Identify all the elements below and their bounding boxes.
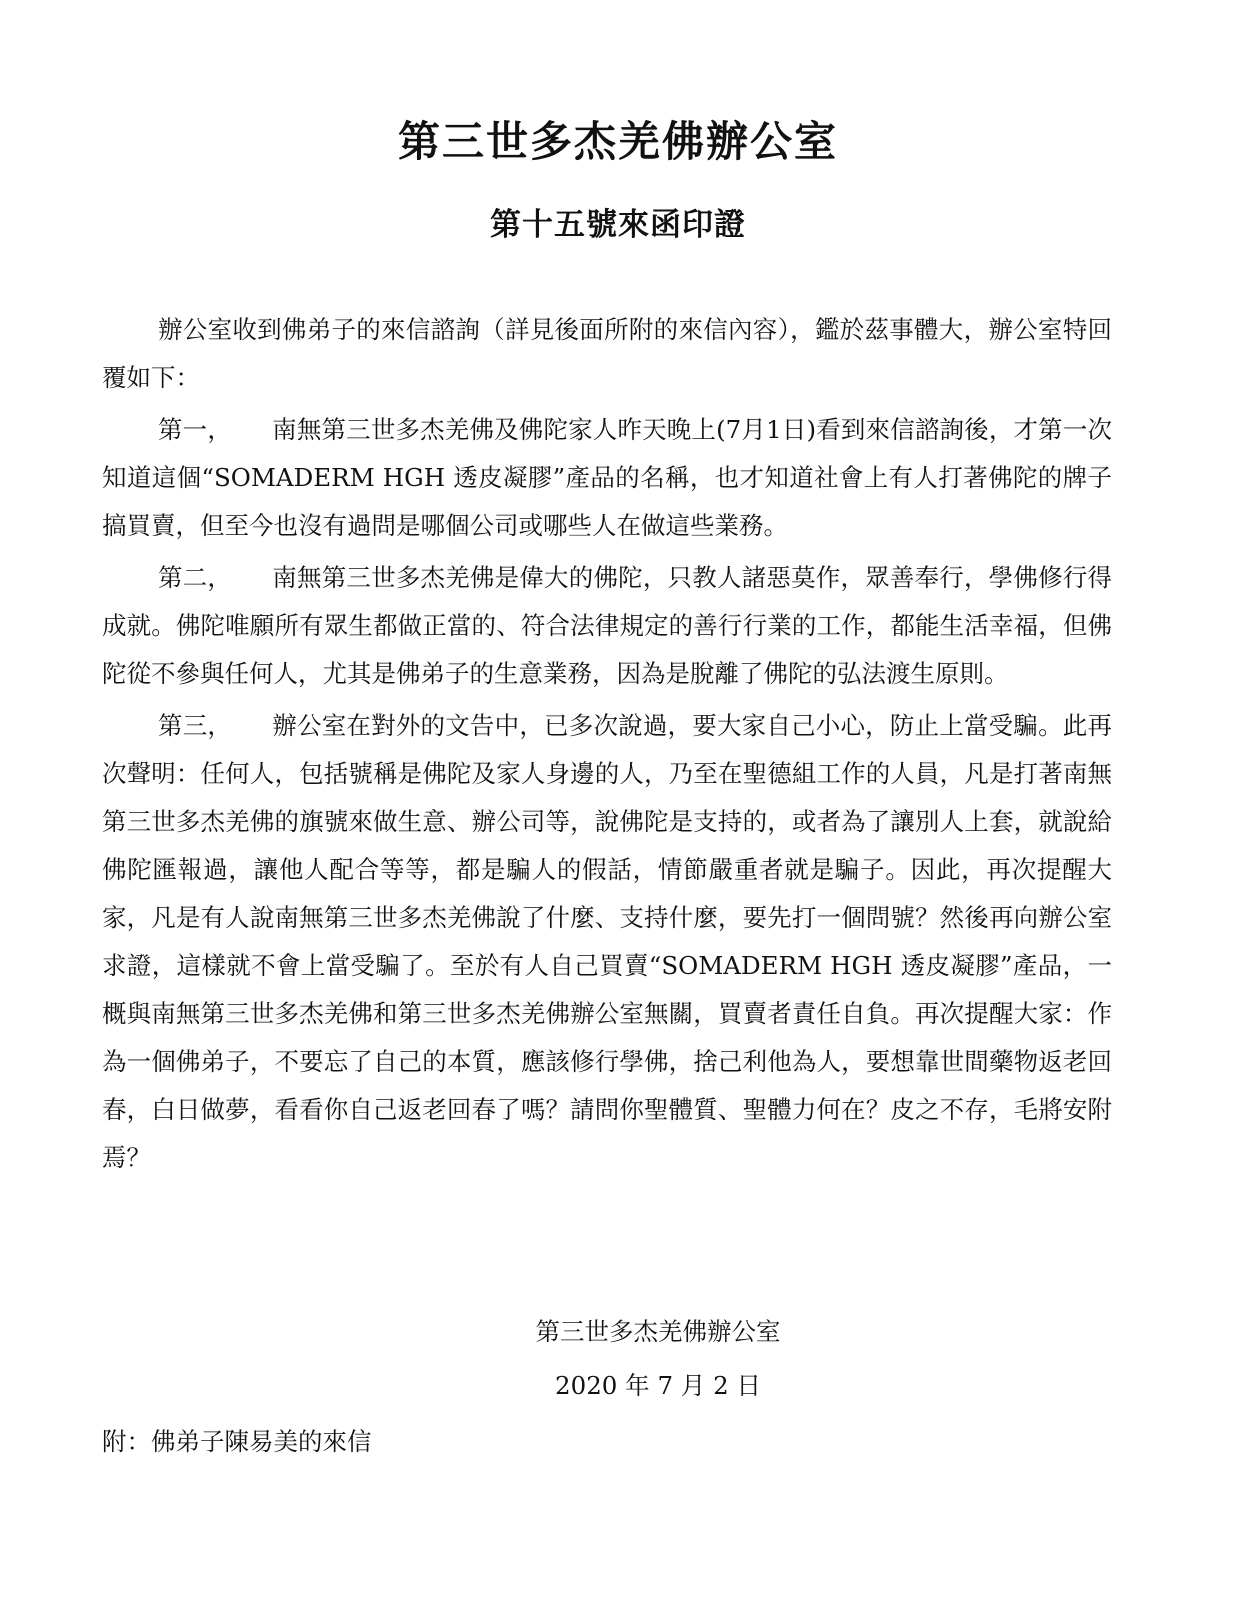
signature-office: 第三世多杰羌佛辦公室 [535, 1317, 781, 1346]
signature-date: 2020 年 7 月 2 日 [555, 1371, 761, 1400]
paragraph-one [102, 406, 1112, 550]
paragraph-one-label: 第一， [158, 415, 232, 444]
intro-paragraph: 辦公室收到佛弟子的來信諮詢（詳見後面所附的來信內容），鑑於茲事體大，辦公室特回覆如下： [102, 315, 1112, 392]
attachment-note: 附：佛弟子陳易美的來信 [102, 1427, 372, 1456]
document-body [102, 306, 1112, 1186]
document-title: 第三世多杰羌佛辦公室 [397, 117, 838, 166]
paragraph-two [102, 554, 1112, 698]
paragraph-three-label: 第三， [158, 711, 233, 740]
paragraph-three [102, 702, 1112, 1182]
paragraph-two-text: 南無第三世多杰羌佛是偉大的佛陀，只教人諸惡莫作，眾善奉行，學佛修行得成就。佛陀唯願所有眾生都做正當的、符合法律規定的善行行業的工作，都能生活幸福，但佛陀從不參與任何人，尤其是佛弟子的生意業務，因為是脫離了佛陀的弘法渡生原則。 [102, 563, 1112, 688]
paragraph-two-label: 第二， [158, 563, 233, 592]
paragraph-one-text: 南無第三世多杰羌佛及佛陀家人昨天晚上(7月1日)看到來信諮詢後，才第一次知道這個“SOMADERM HGH 透皮凝膠”產品的名稱，也才知道社會上有人打著佛陀的牌子搞買賣，但至今也沒有過問是哪個公司或哪些人在做這些業務。 [102, 415, 1113, 540]
paragraph-three-text: 辦公室在對外的文告中，已多次說過，要大家自己小心，防止上當受騙。此再次聲明：任何人，包括號稱是佛陀及家人身邊的人，乃至在聖德組工作的人員，凡是打著南無第三世多杰羌佛的旗號來做生意、辦公司等，說佛陀是支持的，或者為了讓別人上套，就說給佛陀匯報過，讓他人配合等等，都是騙人的假話，情節嚴重者就是騙子。因此，再次提醒大家，凡是有人說南無第三世多杰羌佛說了什麼、支持什麼，要先打一個問號？然後再向辦公室求證，這樣就不會上當受騙了。至於有人自己買賣“SOMADERM HGH 透皮凝膠”產品，一概與南無第三世多杰羌佛和第三世多杰羌佛辦公室無關，買賣者責任自負。再次提醒大家：作為一個佛弟子，不要忘了自己的本質，應該修行學佛，捨己利他為人，要想靠世間藥物返老回春，白日做夢，看看你自己返老回春了嗎？請問你聖體質、聖體力何在？皮之不存，毛將安附焉？ [102, 711, 1112, 1172]
document-subtitle: 第十五號來函印證 [490, 207, 746, 243]
